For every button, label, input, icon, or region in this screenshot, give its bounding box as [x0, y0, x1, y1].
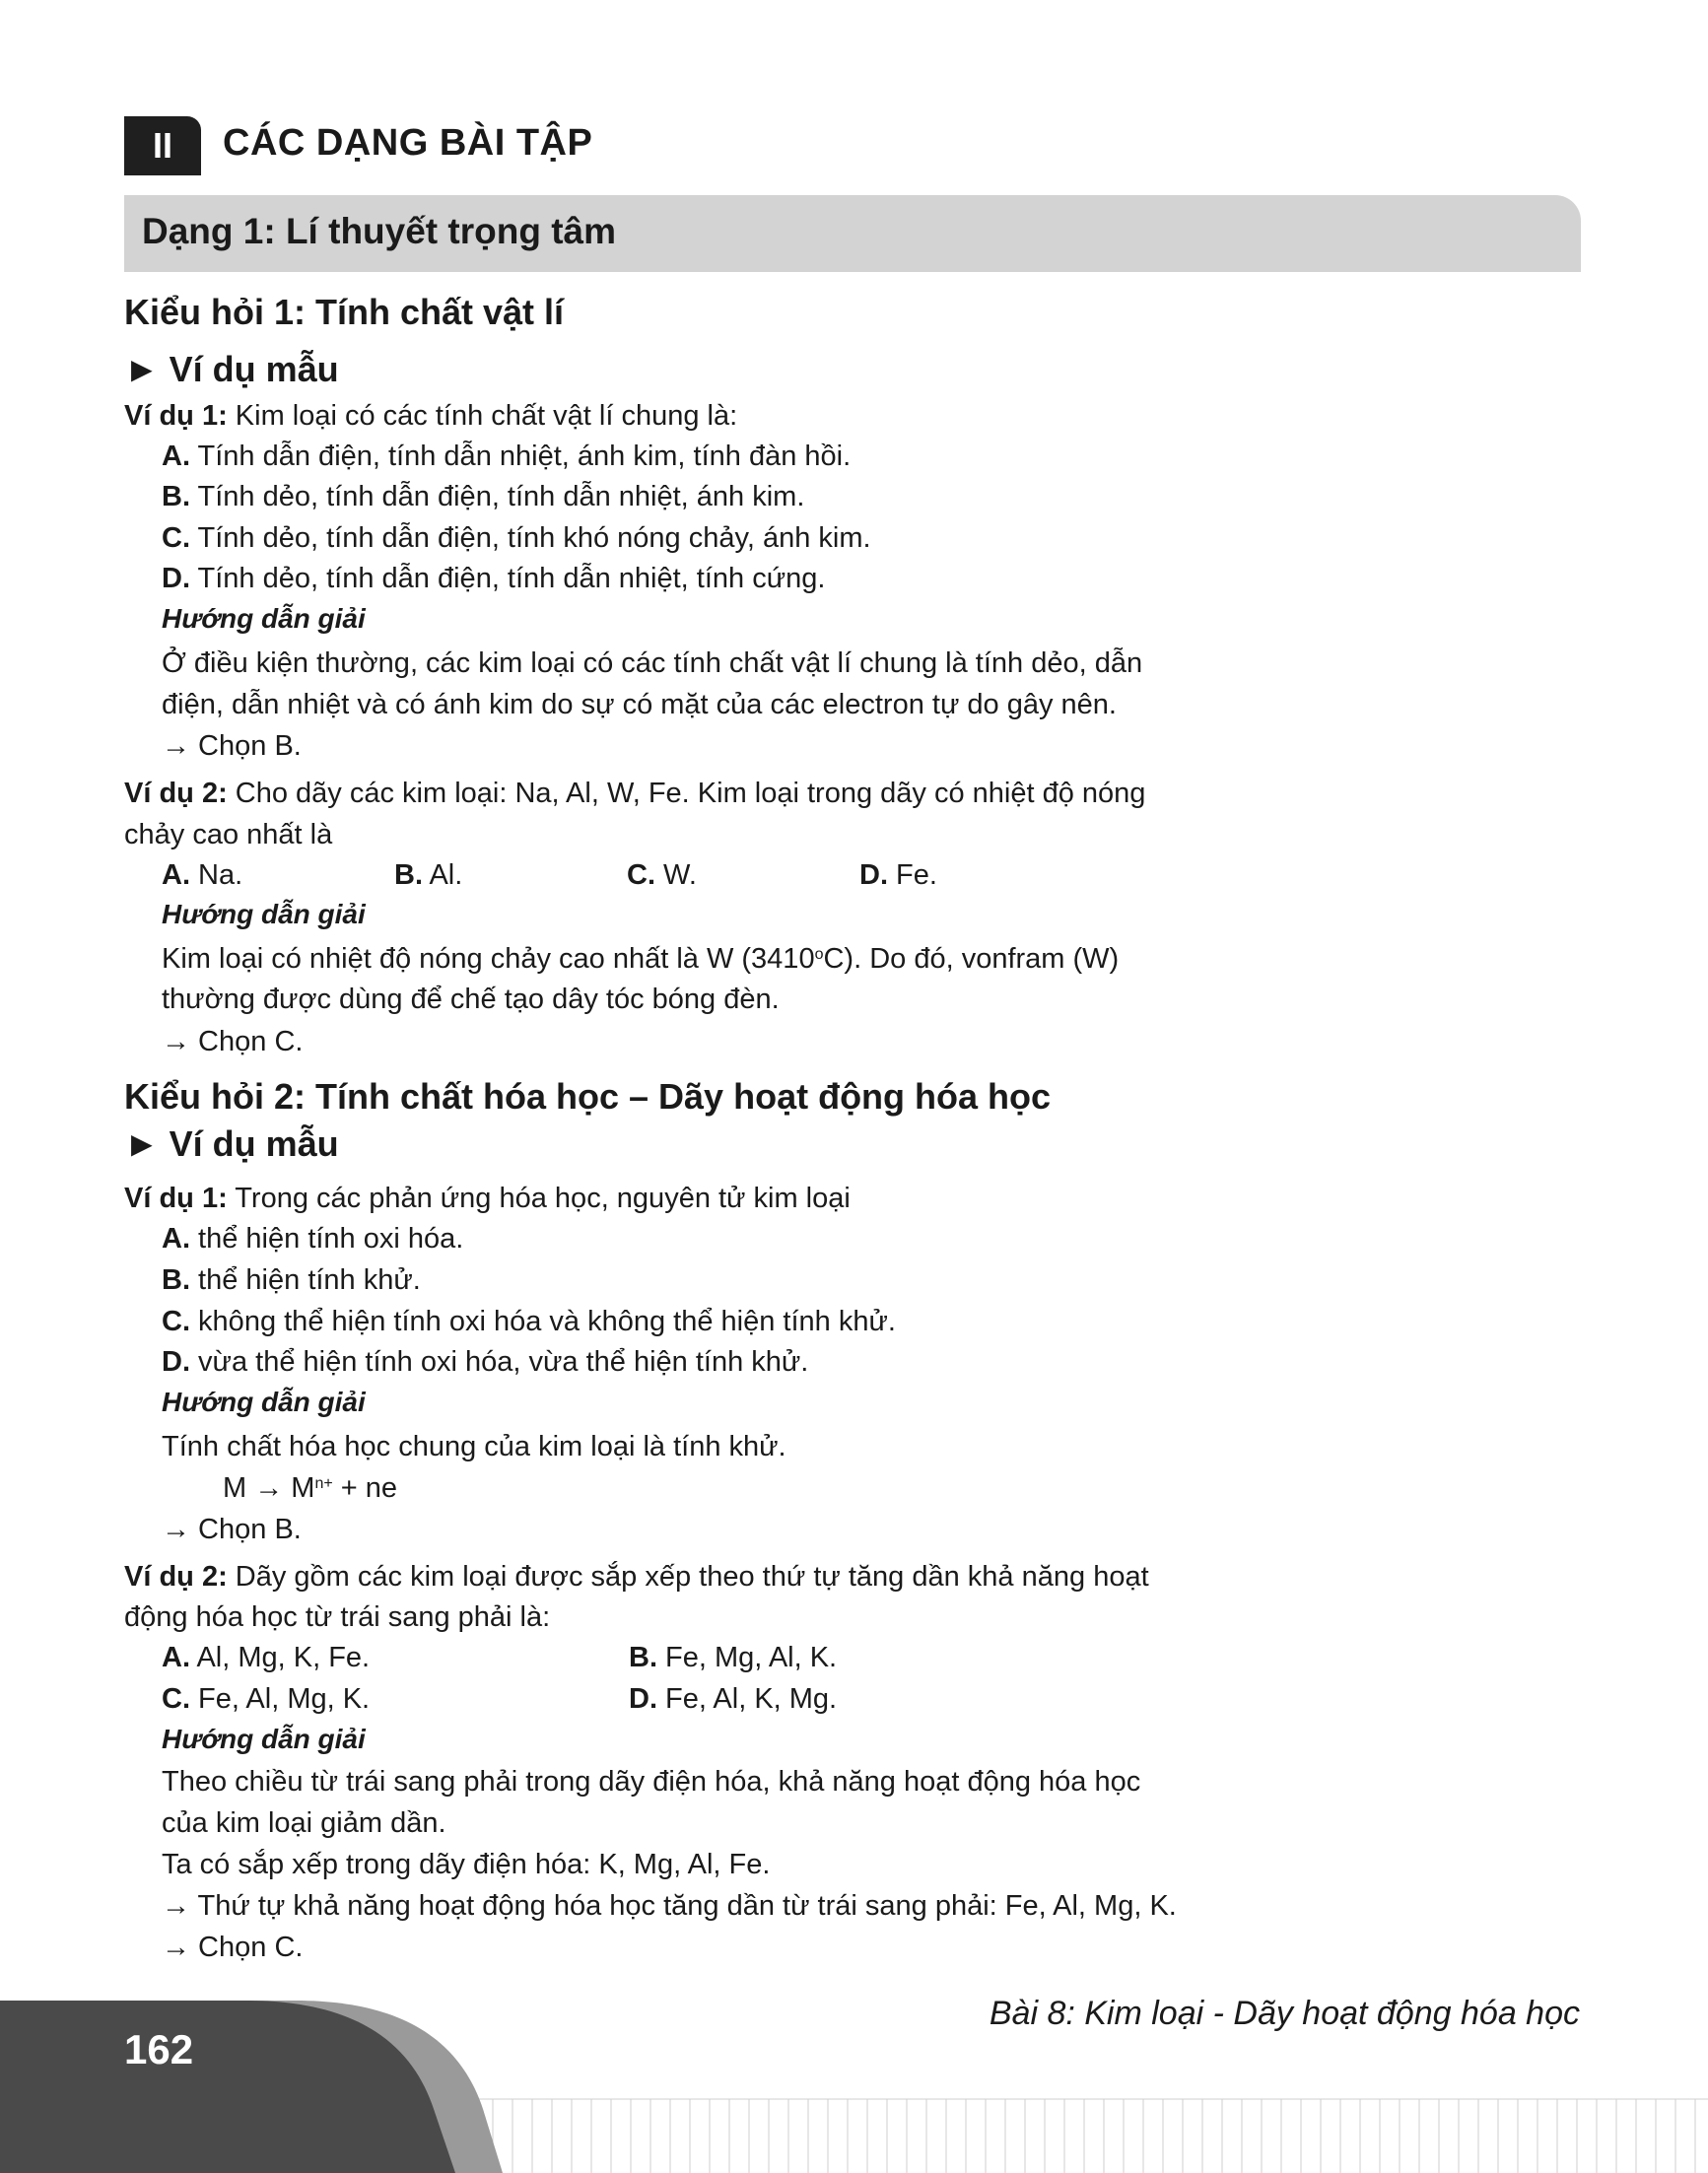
option-text: thể hiện tính khử. — [190, 1264, 421, 1296]
option-key: D. — [162, 1346, 190, 1378]
question-text: Dãy gồm các kim loại được sắp xếp theo thứ tự tăng dần khả năng hoạt — [227, 1561, 1149, 1593]
option-key: B. — [162, 1264, 190, 1296]
charge-superscript: n+ — [314, 1475, 333, 1492]
question-text: Trong các phản ứng hóa học, nguyên tử kim loại — [227, 1183, 851, 1214]
solution-text: C). Do đó, vonfram (W) — [823, 943, 1120, 975]
sample-examples-heading: ► Ví dụ mẫu — [124, 1123, 339, 1164]
solution-line: thường được dùng để chế tạo dây tóc bóng đèn. — [162, 984, 780, 1015]
question-text: Cho dãy các kim loại: Na, Al, W, Fe. Kim loại trong dãy có nhiệt độ nóng — [227, 778, 1146, 809]
option-text: Tính dẫn điện, tính dẫn nhiệt, ánh kim, tính đàn hồi. — [190, 441, 852, 472]
solution-heading: Hướng dẫn giải — [162, 899, 366, 929]
option-c — [162, 1678, 370, 1720]
sample-examples-heading: ► Ví dụ mẫu — [124, 349, 339, 389]
solution-line: Tính chất hóa học chung của kim loại là tính khử. — [162, 1431, 786, 1462]
question-text-cont: động hóa học từ trái sang phải là: — [124, 1601, 551, 1633]
option-d — [859, 854, 937, 896]
option-text: Fe, Mg, Al, K. — [657, 1642, 838, 1673]
option-text: W. — [655, 859, 697, 891]
option-key: D. — [162, 563, 190, 594]
answer-line: → Chọn C. — [162, 1026, 304, 1057]
option-b — [162, 1259, 421, 1301]
solution-line — [162, 938, 1119, 980]
solution-heading: Hướng dẫn giải — [162, 603, 366, 634]
option-text: Al, Mg, K, Fe. — [190, 1642, 371, 1673]
footer-stripes — [473, 2099, 1708, 2173]
option-a — [162, 1218, 463, 1259]
option-key: A. — [162, 859, 190, 891]
option-key: C. — [162, 1306, 190, 1337]
option-key: C. — [627, 859, 655, 891]
solution-heading: Hướng dẫn giải — [162, 1387, 366, 1417]
equation-text: + ne — [332, 1472, 397, 1504]
solution-line: điện, dẫn nhiệt và có ánh kim do sự có mặt của các electron tự do gây nên. — [162, 689, 1117, 720]
section-title: CÁC DẠNG BÀI TẬP — [223, 122, 593, 164]
option-d — [629, 1678, 837, 1720]
option-key: A. — [162, 441, 190, 472]
option-key: B. — [162, 481, 190, 512]
option-key: A. — [162, 1223, 190, 1255]
example-label: Ví dụ 2: — [124, 1561, 228, 1593]
lesson-title-footer: Bài 8: Kim loại - Dãy hoạt động hóa học — [989, 1995, 1580, 2032]
option-b — [629, 1637, 837, 1678]
option-text: thể hiện tính oxi hóa. — [190, 1223, 464, 1255]
example-2-question — [124, 1556, 1149, 1597]
option-c — [162, 517, 871, 559]
example-label: Ví dụ 1: — [124, 1183, 228, 1214]
option-text: Tính dẻo, tính dẫn điện, tính khó nóng chảy, ánh kim. — [190, 522, 871, 554]
reaction-equation — [223, 1467, 397, 1509]
dang-title: Dạng 1: Lí thuyết trọng tâm — [142, 211, 616, 251]
page-number: 162 — [124, 2026, 194, 2072]
option-a — [162, 436, 851, 477]
example-2-question — [124, 773, 1145, 814]
solution-line: Theo chiều từ trái sang phải trong dãy điện hóa, khả năng hoạt động hóa học — [162, 1766, 1141, 1798]
option-key: B. — [394, 859, 423, 891]
answer-line: → Chọn B. — [162, 730, 302, 762]
solution-line: của kim loại giảm dần. — [162, 1807, 446, 1839]
example-label: Ví dụ 2: — [124, 778, 228, 809]
example-1-question — [124, 1178, 851, 1219]
option-key: B. — [629, 1642, 657, 1673]
option-a — [162, 1637, 370, 1678]
option-text: Tính dẻo, tính dẫn điện, tính dẫn nhiệt, ánh kim. — [190, 481, 805, 512]
question-text: Kim loại có các tính chất vật lí chung là: — [227, 400, 738, 432]
option-text: Fe, Al, Mg, K. — [190, 1683, 371, 1715]
option-key: C. — [162, 522, 190, 554]
option-text: vừa thể hiện tính oxi hóa, vừa thể hiện tính khử. — [190, 1346, 809, 1378]
option-text: không thể hiện tính oxi hóa và không thể hiện tính khử. — [190, 1306, 896, 1337]
option-text: Fe. — [888, 859, 937, 891]
degree-superscript: o — [814, 946, 824, 963]
option-key: D. — [859, 859, 888, 891]
answer-line: → Chọn C. — [162, 1932, 304, 1963]
option-text: Al. — [423, 859, 463, 891]
solution-line: → Thứ tự khả năng hoạt động hóa học tăng dần từ trái sang phải: Fe, Al, Mg, K. — [162, 1890, 1177, 1922]
option-d — [162, 558, 825, 599]
example-label: Ví dụ 1: — [124, 400, 228, 432]
option-text: Na. — [190, 859, 243, 891]
solution-line: Ta có sắp xếp trong dãy điện hóa: K, Mg, Al, Fe. — [162, 1849, 771, 1880]
option-c — [627, 854, 697, 896]
option-d — [162, 1341, 808, 1383]
question-text-cont: chảy cao nhất là — [124, 819, 333, 850]
option-b — [162, 476, 804, 517]
question-type-1-title: Kiểu hỏi 1: Tính chất vật lí — [124, 292, 565, 332]
option-text: Tính dẻo, tính dẫn điện, tính dẫn nhiệt, tính cứng. — [190, 563, 826, 594]
section-number-badge: II — [124, 116, 201, 175]
option-a — [162, 854, 242, 896]
question-type-2-title: Kiểu hỏi 2: Tính chất hóa học – Dãy hoạt động hóa học — [124, 1076, 1052, 1117]
option-text: Fe, Al, K, Mg. — [657, 1683, 838, 1715]
solution-line: Ở điều kiện thường, các kim loại có các tính chất vật lí chung là tính dẻo, dẫn — [162, 647, 1143, 679]
answer-line: → Chọn B. — [162, 1514, 302, 1545]
option-c — [162, 1301, 896, 1342]
option-key: D. — [629, 1683, 657, 1715]
option-key: C. — [162, 1683, 190, 1715]
solution-text: Kim loại có nhiệt độ nóng chảy cao nhất là W (3410 — [162, 943, 815, 975]
option-key: A. — [162, 1642, 190, 1673]
equation-text: M → M — [223, 1472, 315, 1504]
example-1-question — [124, 395, 737, 437]
option-b — [394, 854, 462, 896]
solution-heading: Hướng dẫn giải — [162, 1724, 366, 1754]
